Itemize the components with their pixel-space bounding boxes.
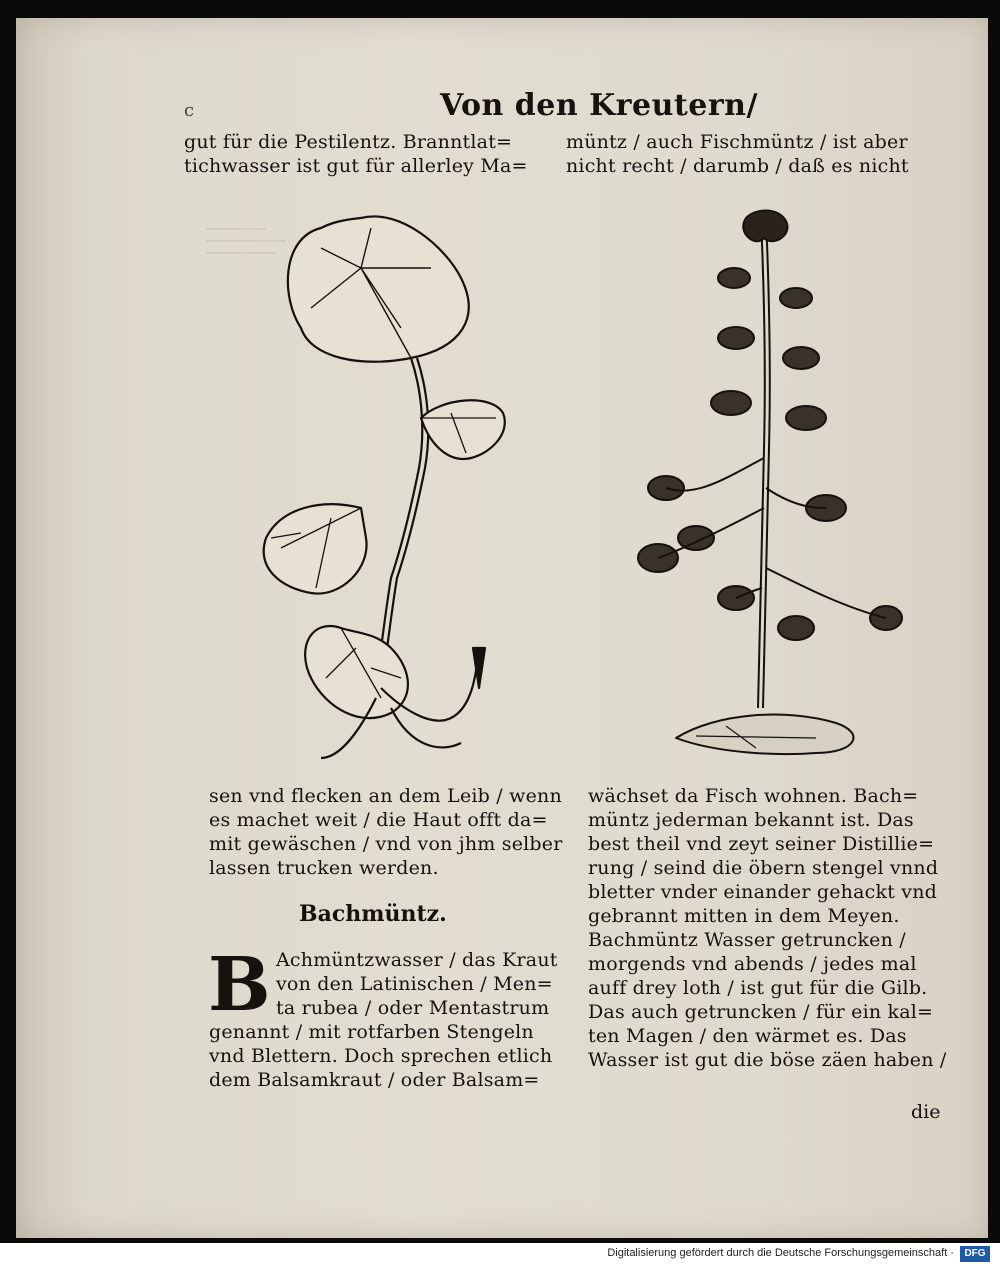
text-line: morgends vnd abends / jedes mal (588, 953, 917, 975)
text-line: wächset da Fisch wohnen. Bach= (588, 785, 919, 807)
funding-notice: Digitalisierung gefördert durch die Deutsche Forschungsgemeinschaft · (607, 1247, 954, 1259)
text-line: genannt / mit rotfarben Stengeln (209, 1021, 534, 1043)
woodcut-mint-plant-right (636, 208, 926, 768)
left-body-text (209, 1020, 569, 1092)
text-line: von den Latinischen / Men= (276, 973, 553, 995)
text-line: rung / seind die öbern stengel vnnd (588, 857, 939, 879)
top-left-text (184, 130, 564, 178)
text-line: auff drey loth / ist gut für die Gilb. (588, 977, 928, 999)
section-heading: Bachmüntz. (299, 901, 447, 927)
text-line: Wasser ist gut die böse zäen haben / (588, 1049, 947, 1071)
top-right-text (566, 130, 976, 178)
text-line: Das auch getruncken / für ein kal= (588, 1001, 934, 1023)
woodcut-plant-left (241, 208, 511, 768)
text-line: Achmüntzwasser / das Kraut (276, 949, 558, 971)
text-line: müntz / auch Fischmüntz / ist aber (566, 131, 908, 153)
text-line: best theil vnd zeyt seiner Distillie= (588, 833, 935, 855)
page-marker: c (184, 100, 195, 121)
text-line: Bachmüntz Wasser getruncken / (588, 929, 906, 951)
text-line: dem Balsamkraut / oder Balsam= (209, 1069, 540, 1091)
text-line: müntz jederman bekannt ist. Das (588, 809, 914, 831)
text-line: tichwasser ist gut für allerley Ma= (184, 155, 528, 177)
right-column-text (588, 784, 968, 1072)
text-line: nicht recht / darumb / daß es nicht (566, 155, 909, 177)
decorative-initial: B (208, 942, 271, 1028)
text-line: vnd Blettern. Doch sprechen etlich (209, 1045, 553, 1067)
text-line: lassen trucken werden. (209, 857, 439, 879)
text-line: mit gewäschen / vnd von jhm selber (209, 833, 563, 855)
catchword: die (911, 1101, 941, 1123)
text-line: ta rubea / oder Mentastrum (276, 997, 550, 1019)
text-line: gut für die Pestilentz. Branntlat= (184, 131, 513, 153)
text-line: ten Magen / den wärmet es. Das (588, 1025, 907, 1047)
left-body-indented (276, 948, 576, 1020)
text-line: sen vnd flecken an dem Leib / wenn (209, 785, 562, 807)
footer-bar (0, 1243, 1000, 1265)
book-page (16, 18, 988, 1238)
running-head: Von den Kreutern/ (440, 88, 758, 123)
text-line: bletter vnder einander gehackt vnd (588, 881, 938, 903)
dfg-logo-icon: DFG (960, 1246, 990, 1262)
left-column-text (209, 784, 569, 880)
text-line: gebrannt mitten in dem Meyen. (588, 905, 900, 927)
text-line: es machet weit / die Haut offt da= (209, 809, 548, 831)
